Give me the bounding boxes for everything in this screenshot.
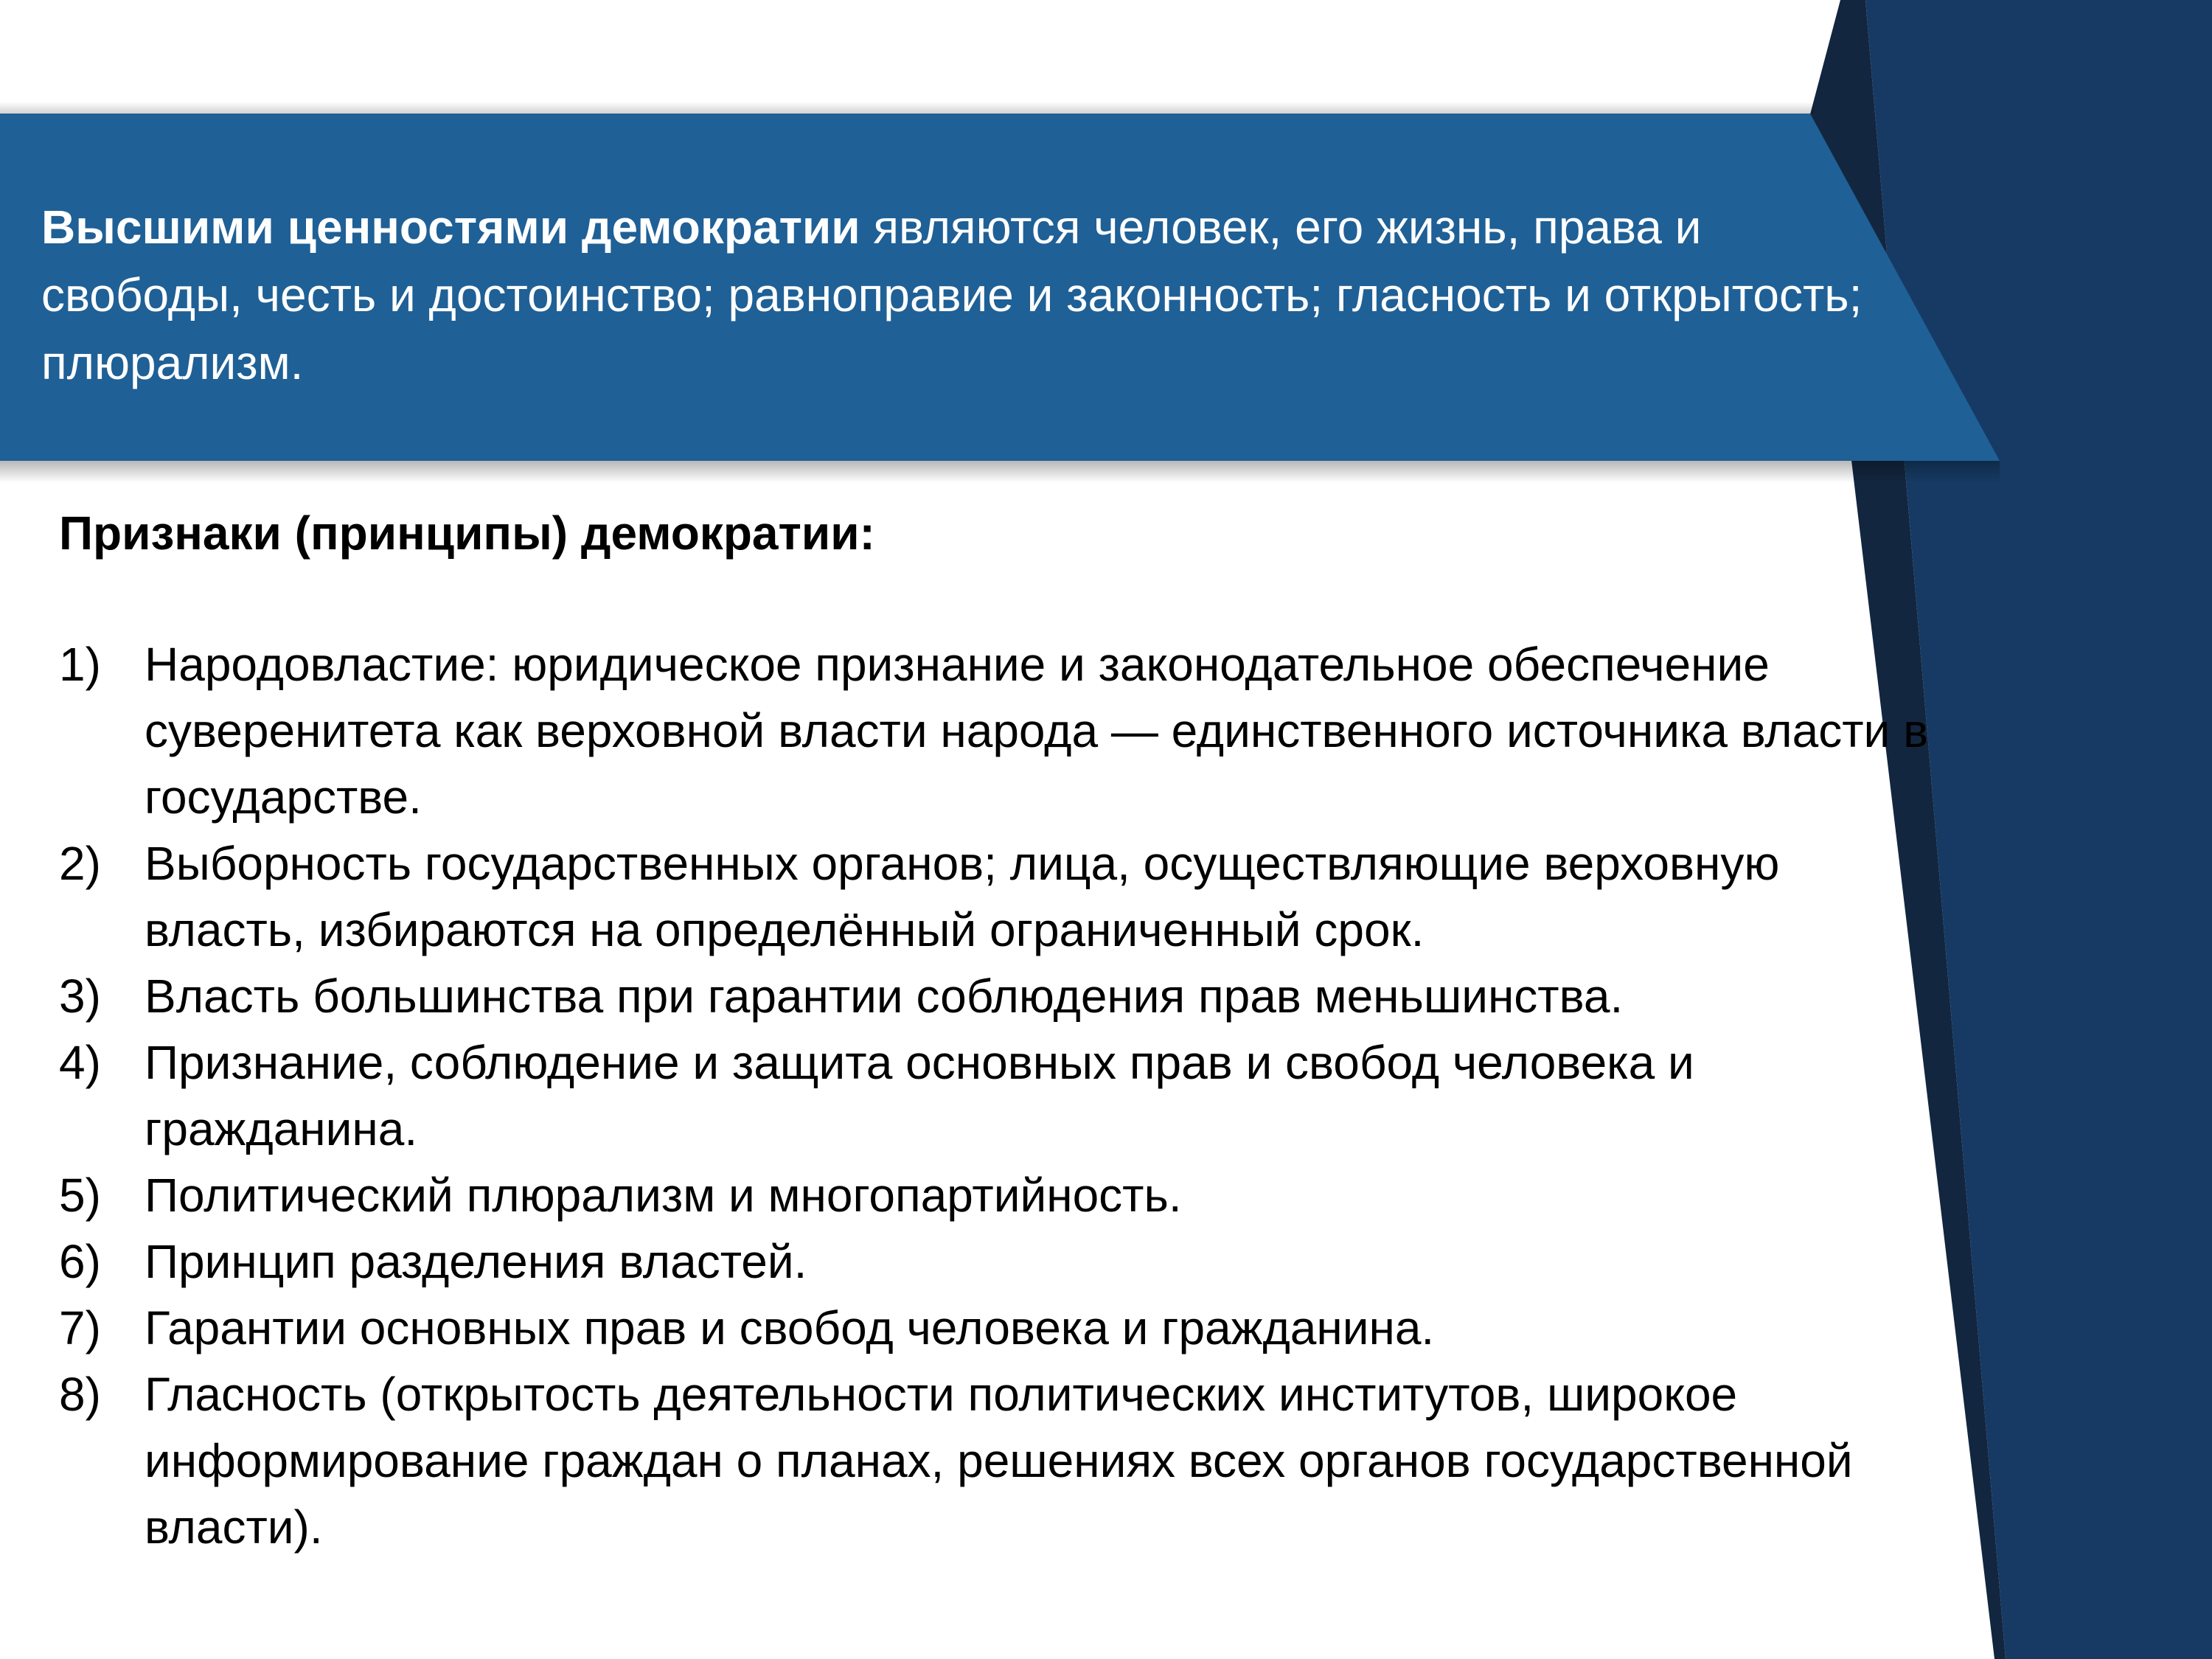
list-item-text: Принцип разделения властей.: [145, 1235, 807, 1288]
list-item-text: Признание, соблюдение и защита основных прав и свобод человека и гражданина.: [145, 1036, 1694, 1155]
list-item: [59, 830, 1947, 963]
list-item-number: 1): [59, 638, 101, 691]
list-item-text: Гласность (открытость деятельности политических институтов, широкое информирование граждан о планах, решениях всех органов государственной власти).: [145, 1368, 1853, 1554]
principles-list: [59, 631, 1947, 1560]
list-item: [59, 1162, 1947, 1228]
list-item-number: 7): [59, 1301, 101, 1354]
intro-text: [41, 193, 1870, 397]
list-item: [59, 631, 1947, 830]
banner-shadow-bottom: [0, 461, 2000, 483]
list-item: [59, 1228, 1947, 1295]
list-item-number: 2): [59, 837, 101, 890]
list-item-text: Гарантии основных прав и свобод человека и гражданина.: [145, 1301, 1435, 1354]
list-item-text: Выборность государственных органов; лица, осуществляющие верховную власть, избираются на определённый ограниченный срок.: [145, 837, 1780, 956]
intro-bold: Высшими ценностями демократии: [41, 201, 860, 254]
list-item-number: 5): [59, 1169, 101, 1222]
list-item-number: 3): [59, 970, 101, 1023]
list-item-number: 6): [59, 1235, 101, 1288]
list-item-text: Власть большинства при гарантии соблюдения прав меньшинства.: [145, 970, 1624, 1023]
list-item: [59, 1361, 1947, 1560]
list-item-text: Народовластие: юридическое признание и законодательное обеспечение суверенитета как верховной власти народа — единственного источника власти в государстве.: [145, 638, 1929, 824]
list-item-text: Политический плюрализм и многопартийность.: [145, 1169, 1182, 1222]
list-item: [59, 963, 1947, 1029]
list-item: [59, 1029, 1947, 1162]
intro-rest: являются человек, его жизнь, права и свободы, честь и достоинство; равноправие и законность; гласность и открытость; плюрализм.: [41, 201, 1863, 389]
list-item-number: 4): [59, 1036, 101, 1089]
list-item-number: 8): [59, 1368, 101, 1421]
banner-shadow-top: [0, 102, 1814, 114]
principles-heading: Признаки (принципы) демократии:: [59, 507, 875, 560]
list-item: [59, 1295, 1947, 1361]
